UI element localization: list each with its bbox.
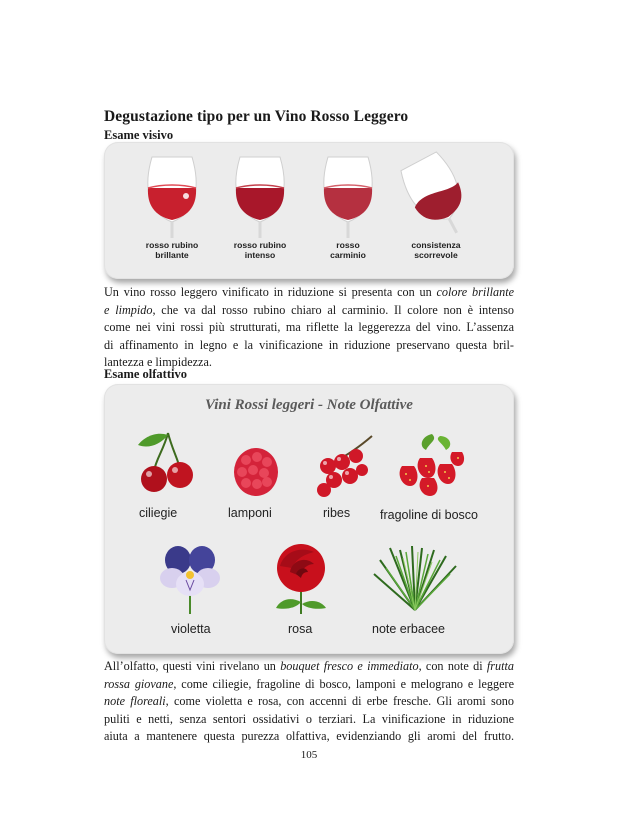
- grass-icon: [370, 544, 460, 614]
- glass-label-3: rosso carminio: [330, 240, 366, 260]
- paragraph-line: rossa giovane, come ciliegie, fragoline di bosco, lamponi e melograno e leggere: [104, 676, 514, 691]
- wine-fill: [236, 188, 284, 220]
- paragraph-line: come nei vini rossi più strutturati, ma riflette la leggerezza del vino. L’assenza: [104, 320, 514, 335]
- section-heading-olfactory: Esame olfattivo: [104, 367, 187, 381]
- raspberry-icon: [226, 442, 286, 502]
- glass-label-4: consistenza scorrevole: [411, 240, 461, 260]
- wine-glass-icon: [142, 154, 202, 239]
- paragraph-line: puliti e netti, senza sentori ossidativi o terziari. La vinificazione in riduzione: [104, 711, 514, 726]
- redcurrant-icon: [310, 432, 380, 502]
- wine-fill: [148, 188, 196, 220]
- paragraph-line: e limpido, che va dal rosso rubino chiaro al carminio. Il colore non è intenso: [104, 302, 515, 317]
- cherries-icon: [134, 429, 204, 499]
- wine-fill: [324, 188, 372, 220]
- paragraph-line: Un vino rosso leggero vinificato in riduzione si presenta con un colore brillante: [104, 285, 514, 299]
- aroma-label-herbaceous: note erbacee: [372, 622, 445, 636]
- aroma-label-raspberries: lamponi: [228, 506, 272, 520]
- wild-strawberries-icon: [392, 430, 472, 500]
- aroma-label-cherries: ciliegie: [139, 506, 178, 520]
- visual-description: [104, 284, 514, 372]
- rose-icon: [266, 542, 336, 614]
- tilted-wine-glass-icon: [398, 154, 473, 239]
- aroma-label-rose: rosa: [288, 622, 313, 636]
- page-number: 105: [300, 749, 318, 761]
- olfactory-panel-title: Vini Rossi leggeri - Note Olfattive: [205, 397, 413, 413]
- wine-glass-icon: [230, 154, 290, 239]
- paragraph-line: All’olfatto, questi vini rivelano un bouquet fresco e immediato, con note di frutta: [104, 659, 514, 673]
- aroma-label-redcurrants: ribes: [323, 506, 351, 520]
- aroma-label-wild-strawberries: fragoline di bosco: [380, 508, 478, 522]
- section-heading-visual: Esame visivo: [104, 128, 174, 142]
- violet-flower-icon: [160, 544, 220, 614]
- wine-glass-icon: [318, 154, 378, 239]
- paragraph-line: di affinamento in legno e la vinificazione in riduzione preservano questa bril-: [104, 337, 514, 352]
- olfactory-description: [104, 658, 514, 746]
- aroma-label-violet: violetta: [171, 622, 211, 636]
- olfactory-panel: [104, 384, 514, 654]
- page-title: Degustazione tipo per un Vino Rosso Leggero: [104, 108, 409, 125]
- glass-label-1: rosso rubino brillante: [145, 240, 199, 260]
- visual-exam-panel: [104, 142, 514, 279]
- paragraph-line: aiuta a mantenere questa purezza olfattiva, evidenziando gli aromi del frutto.: [104, 729, 514, 744]
- paragraph-line: lantezza e limpidezza.: [104, 355, 212, 370]
- paragraph-line: note floreali, come violetta e rosa, con accenni di erbe fresche. Gli aromi sono: [104, 694, 514, 709]
- glass-label-2: rosso rubino intenso: [233, 240, 287, 260]
